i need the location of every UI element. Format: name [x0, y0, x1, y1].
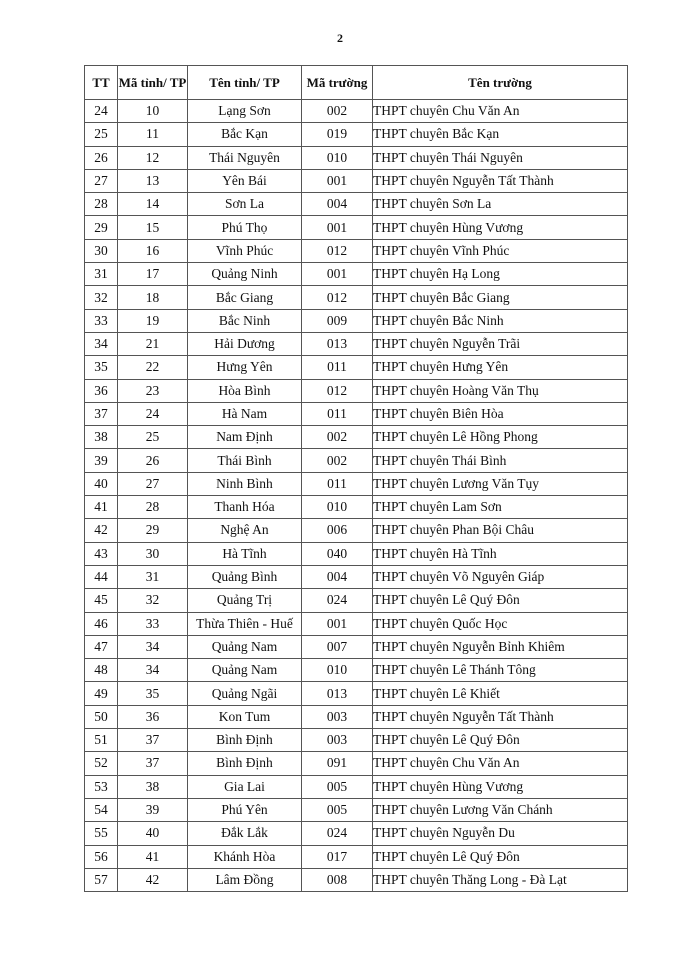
cell-ten-truong: THPT chuyên Thái Nguyên	[373, 146, 628, 169]
cell-ten-tinh: Ninh Bình	[188, 472, 302, 495]
cell-ten-truong: THPT chuyên Nguyễn Tất Thành	[373, 705, 628, 728]
table-row	[85, 705, 628, 728]
table-row	[85, 402, 628, 425]
cell-ma-tinh: 38	[118, 775, 188, 798]
cell-ma-truong: 011	[302, 356, 373, 379]
table-row	[85, 356, 628, 379]
cell-ma-truong: 011	[302, 402, 373, 425]
table-row	[85, 845, 628, 868]
table-row	[85, 519, 628, 542]
cell-ten-truong: THPT chuyên Vĩnh Phúc	[373, 239, 628, 262]
table-row	[85, 169, 628, 192]
cell-ma-tinh: 19	[118, 309, 188, 332]
cell-ten-truong: THPT chuyên Sơn La	[373, 193, 628, 216]
table-row	[85, 193, 628, 216]
cell-ma-tinh: 35	[118, 682, 188, 705]
cell-ma-truong: 003	[302, 729, 373, 752]
cell-ten-truong: THPT chuyên Lê Khiết	[373, 682, 628, 705]
cell-ten-truong: THPT chuyên Hùng Vương	[373, 775, 628, 798]
cell-tt: 30	[85, 239, 118, 262]
cell-ma-tinh: 41	[118, 845, 188, 868]
cell-ten-tinh: Yên Bái	[188, 169, 302, 192]
cell-ten-tinh: Sơn La	[188, 193, 302, 216]
cell-tt: 24	[85, 100, 118, 123]
cell-ma-tinh: 18	[118, 286, 188, 309]
cell-ma-truong: 013	[302, 332, 373, 355]
cell-ma-tinh: 25	[118, 426, 188, 449]
cell-ma-truong: 001	[302, 263, 373, 286]
cell-ten-tinh: Lạng Sơn	[188, 100, 302, 123]
cell-ma-truong: 019	[302, 123, 373, 146]
cell-ma-tinh: 17	[118, 263, 188, 286]
cell-ten-tinh: Bắc Ninh	[188, 309, 302, 332]
cell-ten-truong: THPT chuyên Chu Văn An	[373, 752, 628, 775]
cell-ten-tinh: Thái Bình	[188, 449, 302, 472]
cell-ma-tinh: 11	[118, 123, 188, 146]
cell-ten-tinh: Đắk Lắk	[188, 822, 302, 845]
cell-ma-truong: 012	[302, 379, 373, 402]
cell-ten-tinh: Phú Thọ	[188, 216, 302, 239]
cell-ten-truong: THPT chuyên Phan Bội Châu	[373, 519, 628, 542]
cell-ten-truong: THPT chuyên Lương Văn Chánh	[373, 798, 628, 821]
cell-tt: 48	[85, 659, 118, 682]
cell-ma-tinh: 26	[118, 449, 188, 472]
cell-tt: 39	[85, 449, 118, 472]
cell-ma-truong: 002	[302, 100, 373, 123]
cell-ma-truong: 011	[302, 472, 373, 495]
cell-ten-tinh: Quảng Bình	[188, 565, 302, 588]
cell-ten-truong: THPT chuyên Bắc Kạn	[373, 123, 628, 146]
cell-ma-tinh: 21	[118, 332, 188, 355]
cell-ma-tinh: 13	[118, 169, 188, 192]
cell-ma-tinh: 27	[118, 472, 188, 495]
cell-ten-truong: THPT chuyên Lê Quý Đôn	[373, 589, 628, 612]
table-row	[85, 682, 628, 705]
cell-ma-tinh: 34	[118, 659, 188, 682]
cell-ma-tinh: 10	[118, 100, 188, 123]
cell-ten-tinh: Hà Nam	[188, 402, 302, 425]
cell-ma-tinh: 24	[118, 402, 188, 425]
cell-ma-tinh: 16	[118, 239, 188, 262]
cell-tt: 42	[85, 519, 118, 542]
cell-ma-tinh: 34	[118, 635, 188, 658]
table-row	[85, 798, 628, 821]
cell-ten-truong: THPT chuyên Biên Hòa	[373, 402, 628, 425]
cell-ma-truong: 012	[302, 239, 373, 262]
cell-ma-tinh: 37	[118, 752, 188, 775]
header-ten-truong: Tên trường	[373, 66, 628, 100]
cell-ma-truong: 010	[302, 659, 373, 682]
table-row	[85, 216, 628, 239]
cell-ten-tinh: Thanh Hóa	[188, 496, 302, 519]
table-row	[85, 868, 628, 891]
table-body	[85, 100, 628, 892]
cell-tt: 28	[85, 193, 118, 216]
cell-tt: 49	[85, 682, 118, 705]
cell-ma-truong: 005	[302, 775, 373, 798]
table-row	[85, 146, 628, 169]
table-header	[85, 66, 628, 100]
table-row	[85, 309, 628, 332]
cell-ten-tinh: Phú Yên	[188, 798, 302, 821]
table-row	[85, 239, 628, 262]
table-row	[85, 635, 628, 658]
cell-ten-tinh: Bình Định	[188, 752, 302, 775]
table-row	[85, 379, 628, 402]
cell-ten-truong: THPT chuyên Võ Nguyên Giáp	[373, 565, 628, 588]
cell-ten-truong: THPT chuyên Hùng Vương	[373, 216, 628, 239]
header-ten-tinh: Tên tỉnh/ TP	[188, 66, 302, 100]
cell-ma-truong: 004	[302, 193, 373, 216]
cell-tt: 46	[85, 612, 118, 635]
cell-tt: 34	[85, 332, 118, 355]
table-row	[85, 332, 628, 355]
cell-ma-tinh: 40	[118, 822, 188, 845]
table-row	[85, 449, 628, 472]
cell-tt: 36	[85, 379, 118, 402]
schools-table	[84, 65, 628, 892]
cell-ten-tinh: Bắc Giang	[188, 286, 302, 309]
cell-ma-truong: 091	[302, 752, 373, 775]
cell-ma-truong: 002	[302, 449, 373, 472]
cell-ma-truong: 006	[302, 519, 373, 542]
cell-tt: 26	[85, 146, 118, 169]
cell-tt: 51	[85, 729, 118, 752]
cell-ma-tinh: 28	[118, 496, 188, 519]
cell-ma-truong: 005	[302, 798, 373, 821]
cell-ten-tinh: Bắc Kạn	[188, 123, 302, 146]
cell-ten-truong: THPT chuyên Nguyễn Tất Thành	[373, 169, 628, 192]
cell-tt: 35	[85, 356, 118, 379]
cell-tt: 47	[85, 635, 118, 658]
page-number: 2	[337, 31, 343, 45]
cell-ma-truong: 040	[302, 542, 373, 565]
cell-ten-tinh: Quảng Nam	[188, 635, 302, 658]
cell-ma-tinh: 14	[118, 193, 188, 216]
table-row	[85, 752, 628, 775]
header-ma-truong: Mã trường	[302, 66, 373, 100]
table-row	[85, 263, 628, 286]
cell-ten-tinh: Thừa Thiên - Huế	[188, 612, 302, 635]
cell-ma-truong: 024	[302, 822, 373, 845]
cell-ma-tinh: 32	[118, 589, 188, 612]
cell-ten-tinh: Hưng Yên	[188, 356, 302, 379]
cell-tt: 25	[85, 123, 118, 146]
cell-tt: 57	[85, 868, 118, 891]
cell-ten-truong: THPT chuyên Lê Quý Đôn	[373, 845, 628, 868]
cell-tt: 52	[85, 752, 118, 775]
cell-tt: 44	[85, 565, 118, 588]
cell-ma-tinh: 23	[118, 379, 188, 402]
cell-ten-truong: THPT chuyên Bắc Ninh	[373, 309, 628, 332]
table-row	[85, 286, 628, 309]
cell-ten-truong: THPT chuyên Nguyễn Du	[373, 822, 628, 845]
cell-ten-truong: THPT chuyên Hoàng Văn Thụ	[373, 379, 628, 402]
cell-ten-truong: THPT chuyên Lam Sơn	[373, 496, 628, 519]
cell-tt: 54	[85, 798, 118, 821]
cell-ten-truong: THPT chuyên Lương Văn Tụy	[373, 472, 628, 495]
cell-ma-tinh: 15	[118, 216, 188, 239]
cell-tt: 32	[85, 286, 118, 309]
cell-ma-tinh: 12	[118, 146, 188, 169]
cell-tt: 33	[85, 309, 118, 332]
cell-tt: 41	[85, 496, 118, 519]
cell-ten-tinh: Vĩnh Phúc	[188, 239, 302, 262]
cell-ten-tinh: Quảng Nam	[188, 659, 302, 682]
table-row	[85, 542, 628, 565]
cell-ten-tinh: Bình Định	[188, 729, 302, 752]
cell-ma-tinh: 29	[118, 519, 188, 542]
cell-ma-tinh: 36	[118, 705, 188, 728]
table-row	[85, 565, 628, 588]
cell-ten-tinh: Khánh Hòa	[188, 845, 302, 868]
cell-ma-truong: 008	[302, 868, 373, 891]
cell-ma-tinh: 31	[118, 565, 188, 588]
cell-ma-truong: 002	[302, 426, 373, 449]
cell-ma-truong: 003	[302, 705, 373, 728]
cell-ten-tinh: Hà Tĩnh	[188, 542, 302, 565]
table-row	[85, 659, 628, 682]
table-row	[85, 729, 628, 752]
cell-tt: 56	[85, 845, 118, 868]
cell-ten-truong: THPT chuyên Quốc Học	[373, 612, 628, 635]
cell-ten-truong: THPT chuyên Nguyễn Bỉnh Khiêm	[373, 635, 628, 658]
cell-ma-tinh: 22	[118, 356, 188, 379]
table-row	[85, 589, 628, 612]
cell-ma-truong: 013	[302, 682, 373, 705]
table-row	[85, 123, 628, 146]
cell-ten-tinh: Thái Nguyên	[188, 146, 302, 169]
cell-ten-truong: THPT chuyên Chu Văn An	[373, 100, 628, 123]
cell-tt: 31	[85, 263, 118, 286]
cell-ten-truong: THPT chuyên Bắc Giang	[373, 286, 628, 309]
table-row	[85, 472, 628, 495]
cell-ma-truong: 017	[302, 845, 373, 868]
cell-ma-truong: 009	[302, 309, 373, 332]
cell-ten-tinh: Nghệ An	[188, 519, 302, 542]
cell-ten-truong: THPT chuyên Hà Tĩnh	[373, 542, 628, 565]
cell-ma-truong: 012	[302, 286, 373, 309]
cell-tt: 37	[85, 402, 118, 425]
cell-ten-truong: THPT chuyên Lê Quý Đôn	[373, 729, 628, 752]
cell-tt: 43	[85, 542, 118, 565]
cell-ma-truong: 010	[302, 496, 373, 519]
cell-ten-tinh: Nam Định	[188, 426, 302, 449]
table-row	[85, 822, 628, 845]
cell-ma-truong: 007	[302, 635, 373, 658]
cell-ma-truong: 001	[302, 216, 373, 239]
cell-ten-truong: THPT chuyên Thái Bình	[373, 449, 628, 472]
cell-ten-truong: THPT chuyên Lê Hồng Phong	[373, 426, 628, 449]
cell-tt: 45	[85, 589, 118, 612]
cell-ten-tinh: Quảng Ngãi	[188, 682, 302, 705]
cell-tt: 29	[85, 216, 118, 239]
cell-ma-truong: 001	[302, 612, 373, 635]
cell-ma-truong: 024	[302, 589, 373, 612]
cell-ten-truong: THPT chuyên Hạ Long	[373, 263, 628, 286]
cell-ma-tinh: 37	[118, 729, 188, 752]
cell-tt: 38	[85, 426, 118, 449]
cell-ma-truong: 004	[302, 565, 373, 588]
cell-tt: 55	[85, 822, 118, 845]
cell-ten-tinh: Lâm Đồng	[188, 868, 302, 891]
cell-ma-tinh: 42	[118, 868, 188, 891]
cell-tt: 27	[85, 169, 118, 192]
table-row	[85, 775, 628, 798]
cell-ten-truong: THPT chuyên Nguyễn Trãi	[373, 332, 628, 355]
header-ma-tinh: Mã tỉnh/ TP	[118, 66, 188, 100]
cell-tt: 53	[85, 775, 118, 798]
cell-tt: 50	[85, 705, 118, 728]
cell-ma-tinh: 39	[118, 798, 188, 821]
cell-ten-truong: THPT chuyên Hưng Yên	[373, 356, 628, 379]
cell-ten-truong: THPT chuyên Thăng Long - Đà Lạt	[373, 868, 628, 891]
header-tt: TT	[85, 66, 118, 100]
table-row	[85, 426, 628, 449]
cell-ma-truong: 010	[302, 146, 373, 169]
table-row	[85, 612, 628, 635]
cell-ten-tinh: Quảng Ninh	[188, 263, 302, 286]
cell-tt: 40	[85, 472, 118, 495]
cell-ten-tinh: Hải Dương	[188, 332, 302, 355]
cell-ten-tinh: Gia Lai	[188, 775, 302, 798]
cell-ten-tinh: Hòa Bình	[188, 379, 302, 402]
cell-ma-tinh: 33	[118, 612, 188, 635]
header-row	[85, 66, 628, 100]
cell-ten-tinh: Quảng Trị	[188, 589, 302, 612]
cell-ten-truong: THPT chuyên Lê Thánh Tông	[373, 659, 628, 682]
cell-ma-tinh: 30	[118, 542, 188, 565]
table-row	[85, 496, 628, 519]
table-row	[85, 100, 628, 123]
cell-ma-truong: 001	[302, 169, 373, 192]
cell-ten-tinh: Kon Tum	[188, 705, 302, 728]
